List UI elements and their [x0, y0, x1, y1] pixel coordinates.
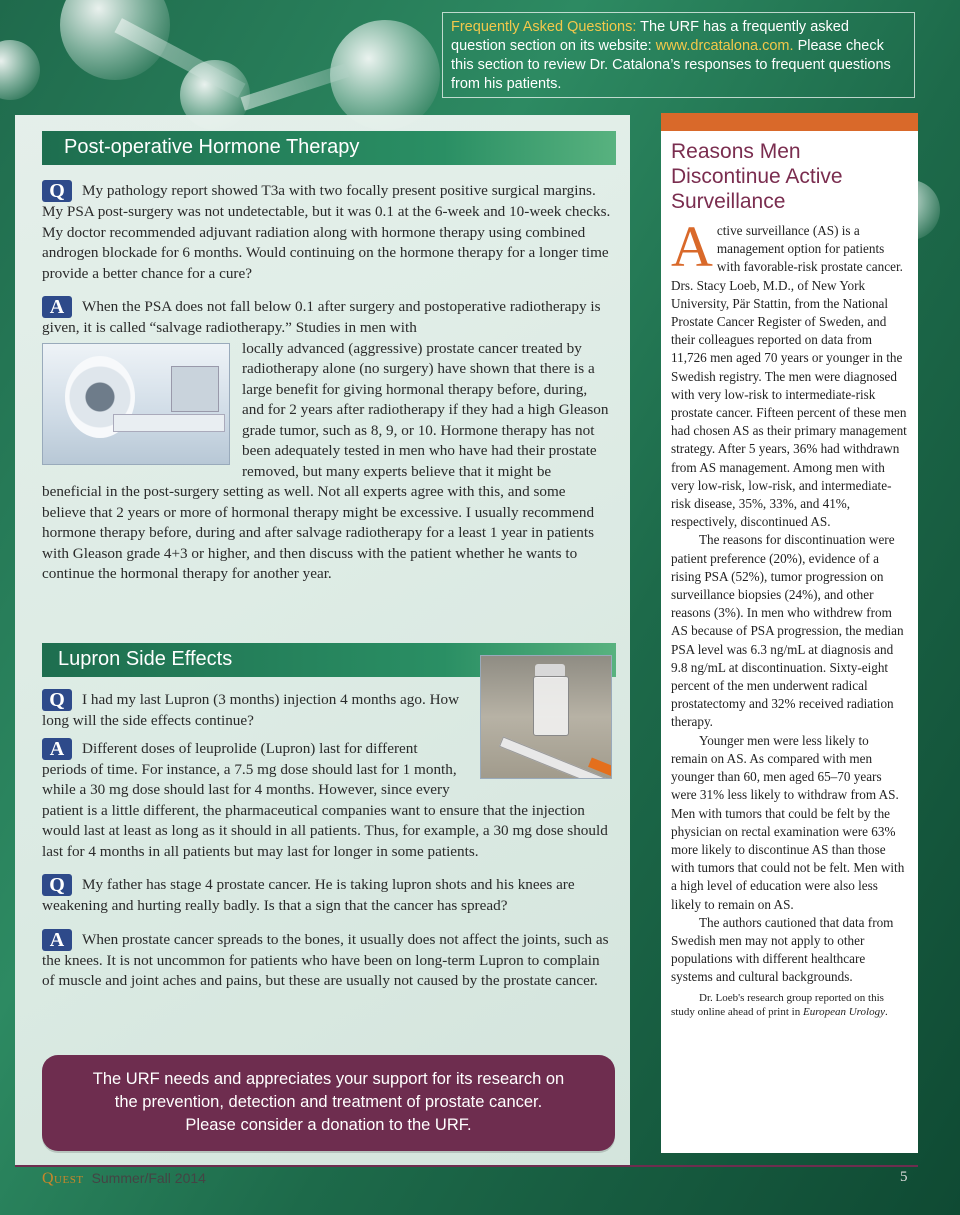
- sidebar-paragraph: [671, 214, 908, 531]
- faq-label: Frequently Asked Questions:: [451, 19, 637, 35]
- answer-text: When prostate cancer spreads to the bones, it usually does not affect the joints, such as the knees. It is not uncommon for patients who have been on long-term Lupron to complain of muscle and joint aches and pains, but these are usually not caused by the prostate cancer.: [42, 930, 609, 989]
- answer-text: When the PSA does not fall below 0.1 after surgery and postoperative radiotherapy is given, it is called “salvage radiotherapy.” Studies in men with: [42, 298, 601, 336]
- question-text: My father has stage 4 prostate cancer. He is taking lupron shots and his knees are weakening and hurting really badly. Is that a sign that the cancer has spread?: [42, 876, 575, 914]
- sidebar-title: Reasons Men Discontinue Active Surveillance: [671, 140, 843, 213]
- answer-paragraph: [42, 296, 612, 339]
- sidebar-article: [661, 113, 918, 1153]
- section-heading-hormone-therapy: Post-operative Hormone Therapy: [42, 131, 616, 165]
- lupron-qa: [42, 689, 612, 992]
- answer-paragraph: [42, 929, 612, 992]
- background-molecule: [0, 40, 40, 100]
- answer-text: Different doses of leuprolide (Lupron) last for different periods of time. For instance, a 7.5 mg dose should last for 1 month, while a 30 mg dose should last for 4 months. However, since every patient is a little different, the pharmaceutical companies want to ensure that the injection would last at least as long as it should in all patients. Thus, for example, a 30 mg dose should last for 4 months in all patients but may last for longer in some patients.: [42, 739, 608, 860]
- question-text: My pathology report showed T3a with two focally present positive surgical margins. My PSA post-surgery was not undetectable, but it was 0.1 at the 6-week and 10-week checks. My doctor recommended adjuvant radiation along with hormone therapy using combined androgen blockade for 6 months. Would continuing on the hormone therapy for a longer time provide a better chance for a cure?: [42, 182, 611, 282]
- question-text: I had my last Lupron (3 months) injection 4 months ago. How long will the side effects continue?: [42, 691, 460, 729]
- answer-icon: A: [42, 296, 72, 318]
- hormone-therapy-qa: [42, 180, 612, 585]
- question-paragraph: [42, 180, 612, 284]
- donation-line: the prevention, detection and treatment of prostate cancer.: [114, 1093, 543, 1111]
- sidebar-body: [671, 214, 908, 987]
- donation-line: The URF needs and appreciates your support for its research on: [92, 1070, 565, 1088]
- faq-url-link[interactable]: www.drcatalona.com.: [655, 38, 794, 54]
- section-heading-lupron: Lupron Side Effects: [42, 643, 616, 677]
- sidebar-accent-bar: [661, 113, 918, 131]
- quest-logo: Quest: [42, 1170, 84, 1187]
- faq-text-continued: Please check this section to review Dr. Catalona’s responses to frequent questions from his patients.: [451, 38, 891, 92]
- donation-line: Please consider a donation to the URF.: [185, 1116, 472, 1134]
- credit-end: .: [884, 1005, 888, 1018]
- answer-icon: A: [42, 738, 72, 760]
- faq-text: The URF has a frequently asked question section on its website:: [451, 19, 849, 54]
- mri-scanner-photo: [42, 343, 230, 465]
- credit-text: Dr. Loeb's research group reported on this study online ahead of print in: [671, 991, 884, 1018]
- sidebar-credit: [671, 991, 908, 1019]
- sidebar-paragraph: Younger men were less likely to remain on AS. As compared with men younger than 60, men aged 65–70 years were 31% less likely to withdraw from AS. Men with tumors that could be felt by the physician on rectal examination were 63% more likely to discontinue AS than those with tumors that could not be felt. Men with a high level of education were also less likely to remain on AS.: [671, 732, 905, 912]
- answer-icon: A: [42, 929, 72, 951]
- vial-and-syringe-photo: [480, 655, 612, 779]
- sidebar-paragraph: The authors cautioned that data from Swedish men may not apply to other populations with different healthcare systems and cultural backgrounds.: [671, 914, 894, 985]
- sidebar-paragraph-text: ctive surveillance (AS) is a management option for patients with favorable-risk prostate cancer. Drs. Stacy Loeb, M.D., of New York University, Pär Stattin, from the National Prostate Cancer Register of Sweden, and their colleagues reported on data from 11,726 men aged 70 years or younger in the Swedish registry. The men were diagnosed with very low-risk to intermediate-risk prostate cancer. Fifteen percent of these men had chosen AS as their primary management strategy. After 5 years, 36% had withdrawn from AS management. Among men with very low-risk, low-risk, and intermediate-risk disease, 35%, 33%, and 41%, respectively, discontinued AS.: [671, 223, 907, 530]
- footer-publication: [42, 1170, 206, 1188]
- sidebar-paragraph: The reasons for discontinuation were patient preference (20%), evidence of a rising PSA (52%), tumor progression on surveillance biopsies (24%), and other reasons (3%). In men who withdrew from AS because of PSA progression, the median PSA level was 6.3 ng/mL at diagnosis and 9.8 ng/mL at discontinuation. Sixty-eight percent of the men underwent radical prostatectomy and 32% received radiation therapy.: [671, 532, 904, 730]
- answer-text-continued: locally advanced (aggressive) prostate cancer treated by radiotherapy alone (no surgery) have shown that there is a large benefit for giving hormonal therapy before, during, and for 2 years after radiotherapy if they had a high Gleason grade tumor, such as 8, 9, or 10. Hormone therapy has not been adequately tested in men who have had their prostate removed, but many experts believe that it might be beneficial in the post-surgery setting as well. Not all experts agree with this, and some believe that 2 years or more of hormonal therapy might be excessive. I usually recommend hormone therapy before, during and after salvage radiotherapy for a least 1 year in patients with Gleason grade 4+3 or higher, and then discuss with the patient whether he wants to continue the hormonal therapy for another year.: [42, 339, 609, 582]
- credit-journal: European Urology: [802, 1005, 885, 1018]
- footer-rule: [15, 1165, 918, 1167]
- question-paragraph: [42, 874, 612, 917]
- question-icon: Q: [42, 180, 72, 202]
- faq-notice-box: [442, 12, 915, 98]
- page-number: 5: [900, 1169, 908, 1185]
- question-icon: Q: [42, 689, 72, 711]
- edition-label: Summer/Fall 2014: [91, 1170, 206, 1186]
- drop-cap: A: [671, 214, 713, 279]
- question-icon: Q: [42, 874, 72, 896]
- donation-appeal-box: [42, 1055, 615, 1151]
